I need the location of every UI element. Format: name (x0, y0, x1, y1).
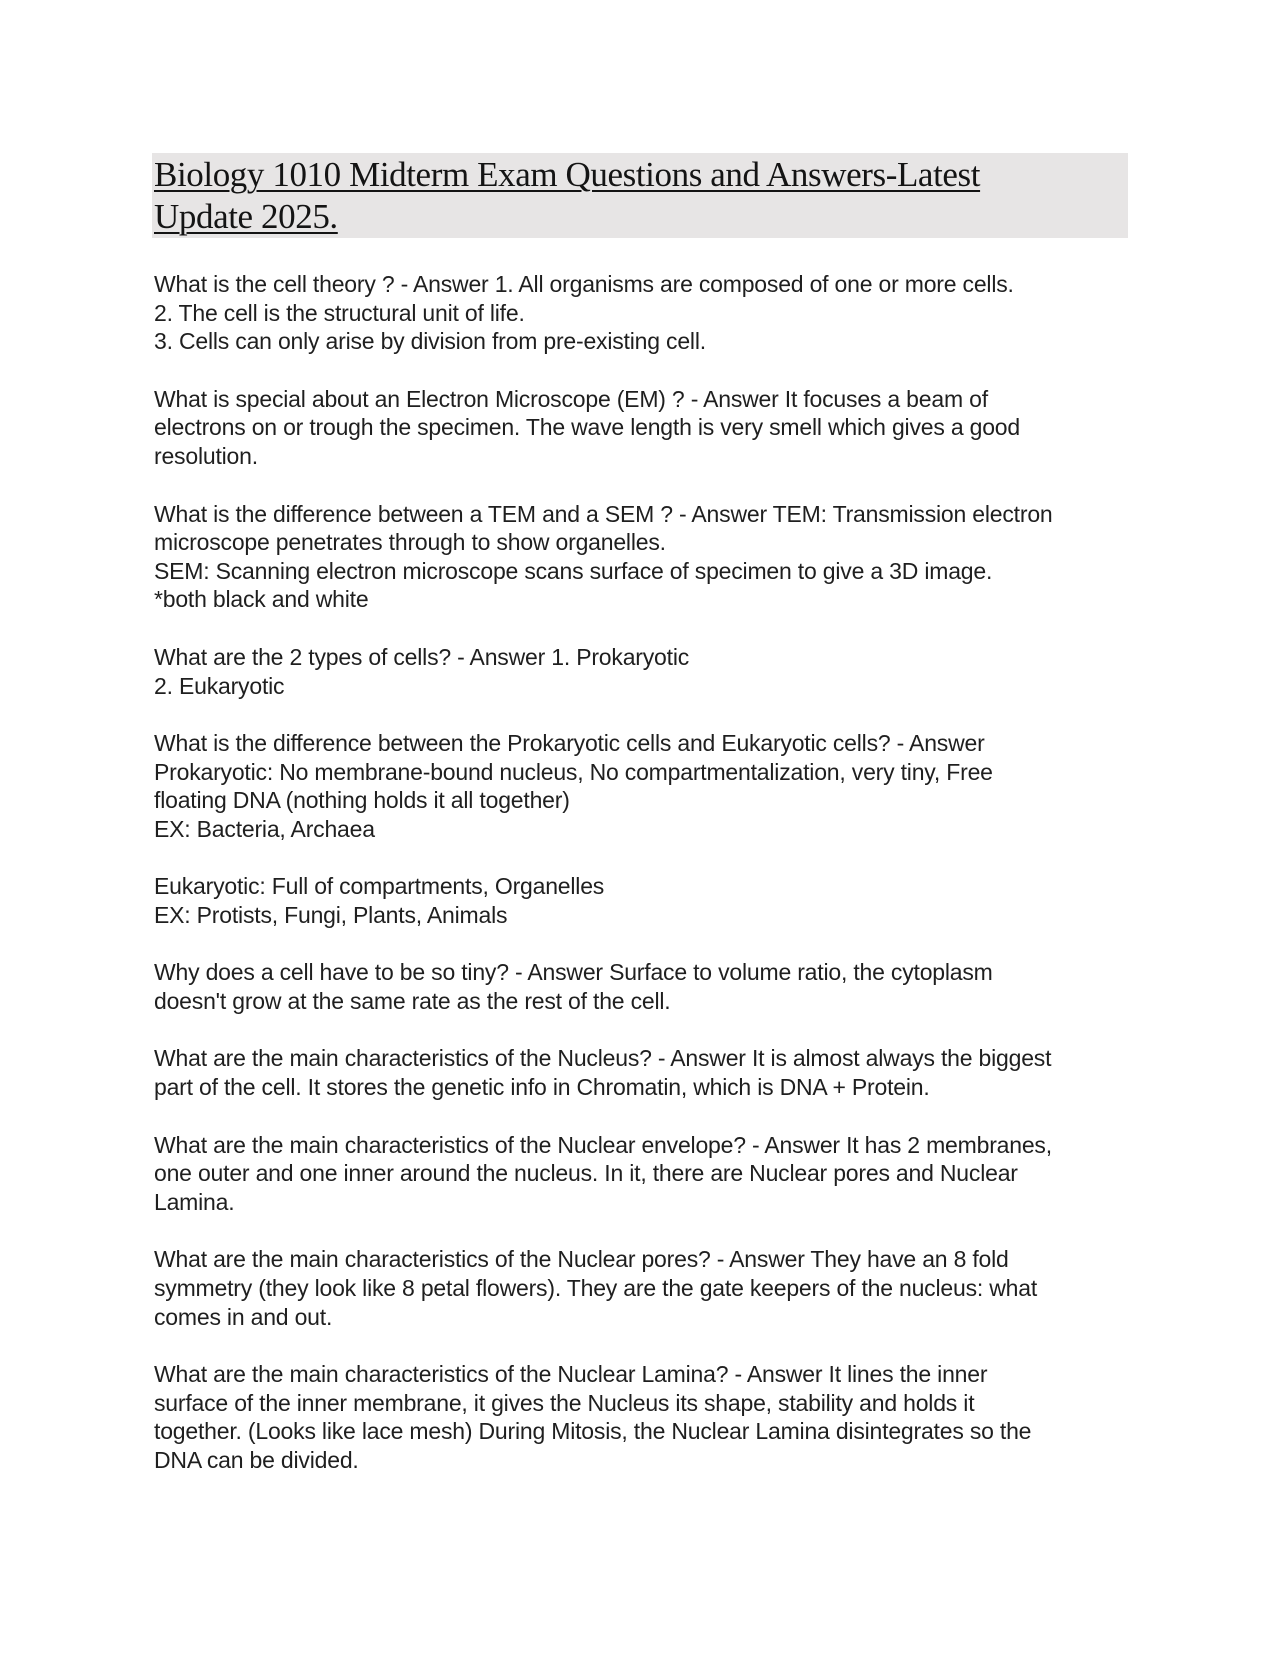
qa-text-line: 2. Eukaryotic (154, 672, 285, 699)
qa-text-line: EX: Bacteria, Archaea (154, 815, 375, 842)
qa-item (154, 1131, 1134, 1217)
qa-text-line: part of the cell. It stores the genetic info in Chromatin, which is DNA + Protein. (154, 1074, 930, 1101)
qa-text-line: SEM: Scanning electron microscope scans surface of specimen to give a 3D image. (154, 557, 993, 584)
qa-text-line: What are the main characteristics of the Nuclear pores? - Answer They have an 8 fold (154, 1246, 1009, 1273)
document-title-line: Update 2025. (154, 197, 338, 236)
qa-text-line: What are the main characteristics of the Nuclear Lamina? - Answer It lines the inner (154, 1361, 988, 1388)
qa-text-line: What are the main characteristics of the Nucleus? - Answer It is almost always the biggest (154, 1045, 1052, 1072)
qa-text-line: Prokaryotic: No membrane-bound nucleus, No compartmentalization, very tiny, Free (154, 758, 993, 785)
document-title-line: Biology 1010 Midterm Exam Questions and Answers-Latest (154, 155, 981, 194)
qa-text-line: *both black and white (154, 586, 369, 613)
qa-list (154, 270, 1134, 1504)
qa-text-line: What is the cell theory ? - Answer 1. All organisms are composed of one or more cells. (154, 271, 1014, 297)
qa-text-line: surface of the inner membrane, it gives the Nucleus its shape, stability and holds it (154, 1389, 975, 1416)
qa-text-line: EX: Protists, Fungi, Plants, Animals (154, 901, 508, 928)
document-title (154, 154, 1114, 238)
qa-item (154, 1360, 1134, 1474)
qa-text-line: symmetry (they look like 8 petal flowers). They are the gate keepers of the nucleus: what (154, 1275, 1038, 1302)
qa-text-line: What is the difference between the Prokaryotic cells and Eukaryotic cells? - Answer (154, 730, 985, 757)
qa-text-line: together. (Looks like lace mesh) During Mitosis, the Nuclear Lamina disintegrates so the (154, 1418, 1032, 1445)
qa-text-line: 3. Cells can only arise by division from pre-existing cell. (154, 328, 706, 355)
qa-text-line: electrons on or trough the specimen. The wave length is very smell which gives a good (154, 414, 1020, 441)
paragraph-gap (154, 844, 1134, 873)
qa-text-line: Why does a cell have to be so tiny? - Answer Surface to volume ratio, the cytoplasm (154, 959, 993, 986)
qa-item (154, 643, 1134, 700)
qa-text-line: DNA can be divided. (154, 1447, 359, 1473)
qa-text-line: one outer and one inner around the nucleus. In it, there are Nuclear pores and Nuclear (154, 1160, 1018, 1187)
qa-item (154, 1245, 1134, 1331)
qa-text-line: Lamina. (154, 1188, 235, 1215)
qa-text-line: What are the 2 types of cells? - Answer 1. Prokaryotic (154, 643, 690, 670)
qa-text-line: Eukaryotic: Full of compartments, Organelles (154, 873, 605, 900)
qa-item (154, 1044, 1134, 1101)
qa-text-line: 2. The cell is the structural unit of life. (154, 299, 525, 326)
qa-text-line: What is the difference between a TEM and a SEM ? - Answer TEM: Transmission electron (154, 500, 1053, 527)
qa-text-line: microscope penetrates through to show organelles. (154, 529, 666, 556)
qa-text-line: comes in and out. (154, 1303, 333, 1330)
qa-item (154, 500, 1134, 614)
qa-text-line: floating DNA (nothing holds it all together) (154, 787, 570, 814)
qa-text-line: doesn't grow at the same rate as the rest of the cell. (154, 987, 671, 1014)
qa-item (154, 729, 1134, 929)
qa-text-line: resolution. (154, 442, 258, 469)
qa-text-line: What is special about an Electron Microscope (EM) ? - Answer It focuses a beam of (154, 385, 988, 412)
qa-item (154, 958, 1134, 1015)
qa-item (154, 270, 1134, 356)
qa-item (154, 385, 1134, 471)
qa-text-line: What are the main characteristics of the Nuclear envelope? - Answer It has 2 membranes, (154, 1131, 1052, 1158)
